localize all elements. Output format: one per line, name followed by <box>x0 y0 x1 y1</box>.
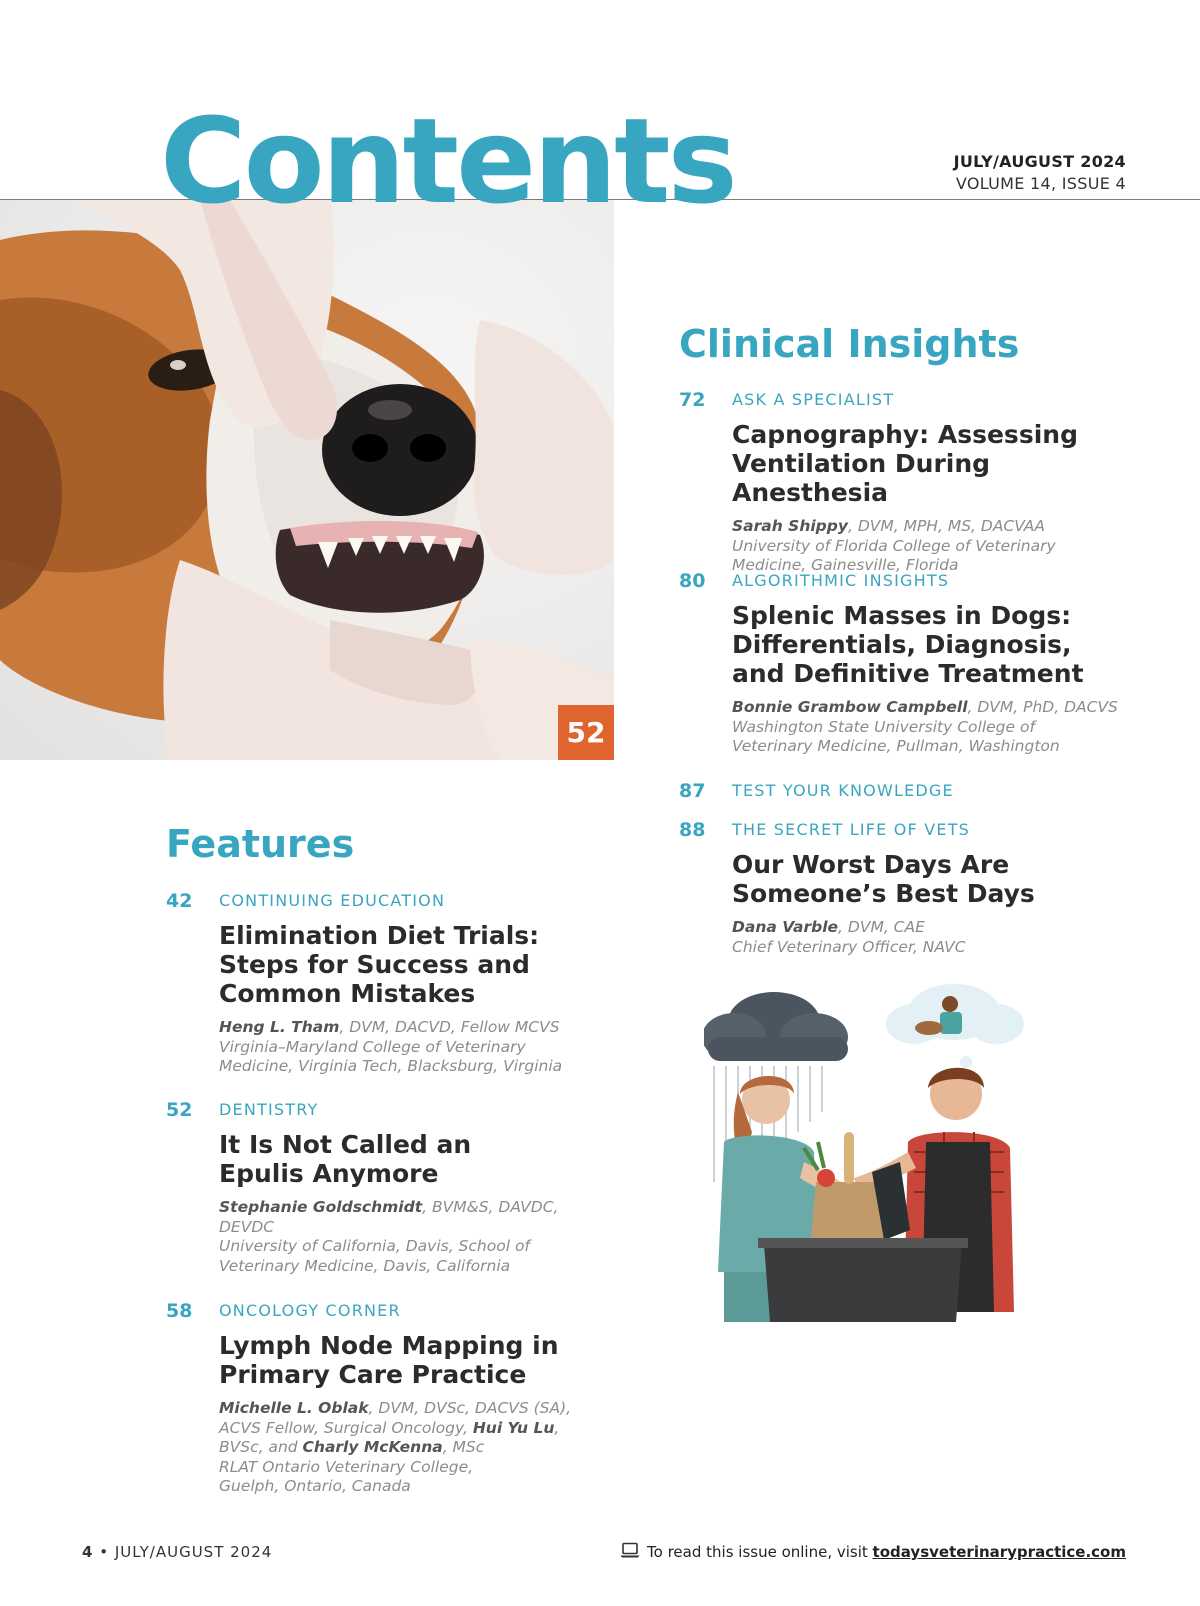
toc-entry[interactable] <box>679 819 1132 957</box>
category-label: CONTINUING EDUCATION <box>219 891 446 910</box>
page-number: 72 <box>679 389 706 411</box>
author-affiliation: RLAT Ontario Veterinary College, Guelph, Ontario, Canada <box>219 1457 474 1495</box>
footer-page-number: 4 <box>82 1543 94 1561</box>
author-byline: Sarah Shippy, DVM, MPH, MS, DACVAA <box>732 517 1046 535</box>
author-affiliation: Washington State University College of Veterinary Medicine, Pullman, Washington <box>732 717 1060 755</box>
article-headline[interactable]: Lymph Node Mapping in Primary Care Practice <box>219 1331 559 1389</box>
category-label: ASK A SPECIALIST <box>732 390 895 409</box>
issue-volume: VOLUME 14, ISSUE 4 <box>955 174 1126 193</box>
section-title-clinical-insights: Clinical Insights <box>679 322 1020 366</box>
author-byline: Bonnie Grambow Campbell, DVM, PhD, DACVS <box>732 698 1118 716</box>
toc-entry[interactable] <box>679 570 1132 757</box>
toc-entry[interactable] <box>166 1300 619 1497</box>
page-number: 88 <box>679 819 706 841</box>
page-number: 87 <box>679 780 706 802</box>
section-title-features: Features <box>166 822 355 866</box>
laptop-icon <box>620 1542 640 1562</box>
author-affiliation: Chief Veterinary Officer, NAVC <box>732 937 966 956</box>
website-link[interactable]: todaysveterinarypractice.com <box>872 1543 1126 1561</box>
category-label: ONCOLOGY CORNER <box>219 1301 401 1320</box>
author-affiliation: Virginia–Maryland College of Veterinary Medicine, Virginia Tech, Blacksburg, Virginia <box>219 1037 563 1075</box>
footer-online-text: To read this issue online, visit todaysveterinarypractice.com <box>647 1543 1126 1561</box>
article-headline[interactable]: It Is Not Called an Epulis Anymore <box>219 1130 472 1188</box>
footer-separator: • <box>99 1543 110 1561</box>
toc-entry[interactable] <box>679 780 1132 802</box>
article-headline[interactable]: Capnography: Assessing Ventilation During Anesthesia <box>732 420 1078 507</box>
footer-folio <box>82 1543 272 1561</box>
dog-dental-photo <box>0 200 614 760</box>
page-number: 58 <box>166 1300 193 1322</box>
page-number: 52 <box>166 1099 193 1121</box>
category-label: ALGORITHMIC INSIGHTS <box>732 571 950 590</box>
category-label: DENTISTRY <box>219 1100 319 1119</box>
page-number: 42 <box>166 890 193 912</box>
author-byline: Stephanie Goldschmidt, BVM&S, DAVDC, DEVDC <box>219 1198 559 1236</box>
toc-entry[interactable] <box>166 890 619 1077</box>
author-affiliation: University of California, Davis, School of Veterinary Medicine, Davis, California <box>219 1237 530 1275</box>
toc-entry[interactable] <box>679 389 1132 576</box>
footer-issue: JULY/AUGUST 2024 <box>114 1543 273 1561</box>
article-headline[interactable]: Our Worst Days Are Someone’s Best Days <box>732 850 1035 908</box>
toc-entry[interactable] <box>166 1099 619 1276</box>
author-byline: Michelle L. Oblak, DVM, DVSc, DACVS (SA), ACVS Fellow, Surgical Oncology, Hui Yu Lu, BVSc, and Charly McKenna, MSc <box>219 1399 572 1456</box>
page-number: 80 <box>679 570 706 592</box>
author-byline: Heng L. Tham, DVM, DACVD, Fellow MCVS <box>219 1018 560 1036</box>
author-byline: Dana Varble, DVM, CAE <box>732 918 925 936</box>
page-badge: 52 <box>558 705 614 760</box>
category-label: TEST YOUR KNOWLEDGE <box>732 781 954 800</box>
vets-illustration <box>704 982 1040 1362</box>
footer-online <box>620 1542 1126 1562</box>
page-title: Contents <box>160 92 735 230</box>
article-headline[interactable]: Splenic Masses in Dogs: Differentials, Diagnosis, and Definitive Treatment <box>732 601 1084 688</box>
category-label: THE SECRET LIFE OF VETS <box>732 820 971 839</box>
article-headline[interactable]: Elimination Diet Trials: Steps for Success and Common Mistakes <box>219 921 540 1008</box>
author-affiliation: University of Florida College of Veterinary Medicine, Gainesville, Florida <box>732 536 1056 574</box>
issue-date: JULY/AUGUST 2024 <box>953 152 1126 171</box>
